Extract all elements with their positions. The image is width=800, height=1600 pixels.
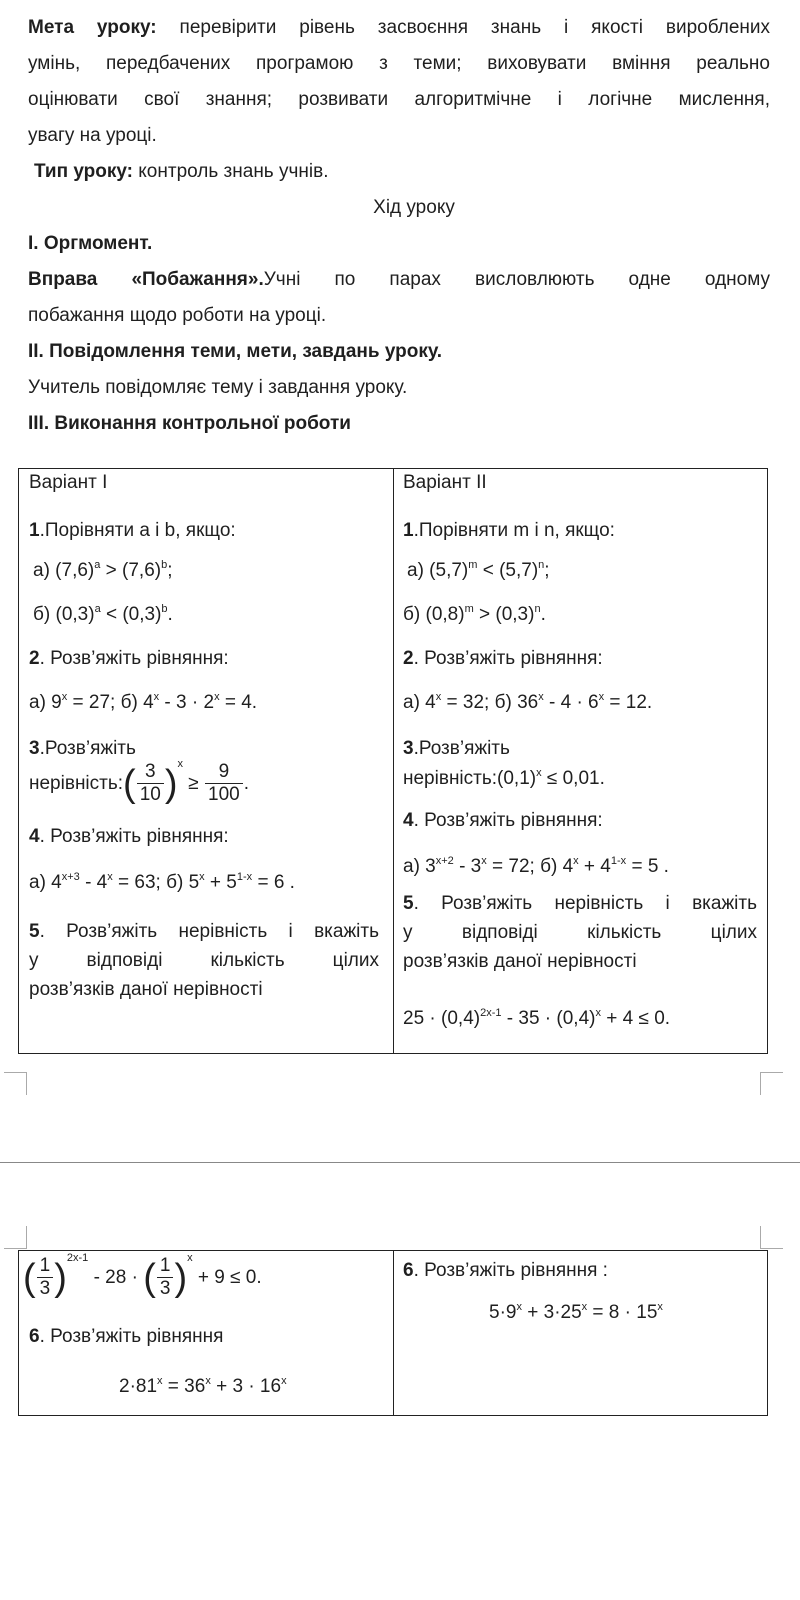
v1-task5 [29,917,379,1004]
section-1: I. Оргмомент. [28,233,153,254]
lesson-type: Тип уроку: контроль знань учнів. [34,161,329,182]
column-divider-2 [393,1251,394,1415]
v1-task1: 1.Порівняти a і b, якщо: [29,520,236,541]
v2-task6: 6. Розв’яжіть рівняння : [403,1260,608,1281]
exercise-line-1: Вправа «Побажання».Учні по парах висловлюють одне одному [28,269,770,290]
v1-task5-line3: розв’язків даної нерівності [29,979,263,1000]
section-3: III. Виконання контрольної роботи [28,413,351,434]
v2-task3: 3.Розв’яжіть [403,738,510,759]
v2-task1: 1.Порівняти m і n, якщо: [403,520,615,541]
v1-task6-eq: $2\cdot 81^x = 36^x + 3 \cdot 16^x$ [119,1375,287,1397]
lesson-intro [28,10,770,442]
v1-task4: 4. Розв’яжіть рівняння: [29,826,229,847]
paren-left: ( [123,762,136,805]
v2-task5 [403,889,757,976]
cut-off-line [0,0,800,6]
goal-line-1: Мета уроку: перевірити рівень засвоєння знань і якості вироблених [28,17,770,38]
v2-task4: 4. Розв’яжіть рівняння: [403,810,603,831]
page-corner-mark-left-2 [4,1226,27,1249]
paren-left-2: ( [143,1256,156,1299]
test-table-part2 [18,1250,768,1416]
paren-right: ) [54,1256,67,1299]
page-break [0,1162,800,1163]
section-2: II. Повідомлення теми, мети, завдань уроку. [28,341,443,362]
fraction-1-3: $\frac{1}{3}$ [37,1255,54,1300]
section-2-text: Учитель повідомляє тему і завдання уроку. [28,377,408,398]
page-corner-mark-right-2 [760,1226,783,1249]
page-corner-mark-right [760,1072,783,1095]
v2-task3-ineq: $нерівність:(0,1)^x \le 0,01$. [403,767,605,789]
v1-task5-line2: у відповіді кількість цілих [29,950,379,971]
page-corner-mark-left [4,1072,27,1095]
v2-task1b: б) $(0,8)^m > (0,3)^n$. [403,603,546,625]
v2-task6-eq: $5\cdot 9^x + 3\cdot 25^x = 8 \cdot 15^x$ [489,1301,663,1323]
test-table-part1 [18,468,768,1054]
v1-task5-ineq: ( $\frac{1}{3}$ )$^{2x-1}$ - 28 · ( $\frac{1}{3}$ )$^x$ + 9 ≤ 0. [23,1252,262,1300]
goal-line-3: оцінювати свої знання; розвивати алгоритмічне і логічне мислення, [28,89,770,110]
v1-task5-line1: 5. Розв’яжіть нерівність і вкажіть [29,921,379,942]
v1-task3-ineq: нерівність:( $\frac{3}{10}$ )$^x$ ≥ $\frac{9}{100}$ . [29,758,249,806]
v2-task2: 2. Розв’яжіть рівняння: [403,648,603,669]
goal-line-4: увагу на уроці. [28,125,157,146]
v1-task1a: а) $(7,6)^a > (7,6)^b$; [33,559,173,581]
v2-task5-line3: розв’язків даної нерівності [403,951,637,972]
v2-task4-eq: а) $3^{x+2} - 3^x = 72$; б) $4^x + 4^{1-x} = 5$ . [403,855,669,877]
v2-task5-ineq: $25 \cdot (0,4)^{2x-1} - 35 \cdot (0,4)^x + 4 \le 0$. [403,1007,671,1029]
v2-task5-line1: 5. Розв’яжіть нерівність і вкажіть [403,893,757,914]
fraction-3-10: $\frac{3}{10}$ [137,761,164,806]
paren-right-2: ) [174,1256,188,1299]
fraction-1-3-b: $\frac{1}{3}$ [157,1255,174,1300]
column-divider [393,469,394,1053]
goal-line-2: умінь, передбачених програмою з теми; виховувати вміння реально [28,53,770,74]
fraction-9-100: $\frac{9}{100}$ [205,761,243,806]
v1-task4-eq: а) $4^{x+3} - 4^x = 63$; б) $5^x + 5^{1-x} = 6$ . [29,871,295,893]
v2-task5-line2: у відповіді кількість цілих [403,922,757,943]
paren-left: ( [23,1256,36,1299]
v2-task1a: а) $(5,7)^m < (5,7)^n$; [407,559,550,581]
variant2-title: Варіант II [403,472,487,493]
v1-task2-eq: а) $9^x = 27$; б) $4^x - 3 \cdot 2^x = 4$. [29,691,258,713]
v1-task3: 3.Розв’яжіть [29,738,136,759]
v1-task1b: б) $(0,3)^a < (0,3)^b$. [33,603,173,625]
course-title: Хід уроку [373,197,455,218]
v1-task6: 6. Розв’яжіть рівняння [29,1326,224,1347]
v2-task2-eq: а) $4^x = 32$; б) $36^x - 4 \cdot 6^x = 12$. [403,691,653,713]
exercise-line-2: побажання щодо роботи на уроці. [28,305,327,326]
paren-right: ) [164,762,178,805]
v1-task2: 2. Розв’яжіть рівняння: [29,648,229,669]
variant1-title: Варіант I [29,472,108,493]
